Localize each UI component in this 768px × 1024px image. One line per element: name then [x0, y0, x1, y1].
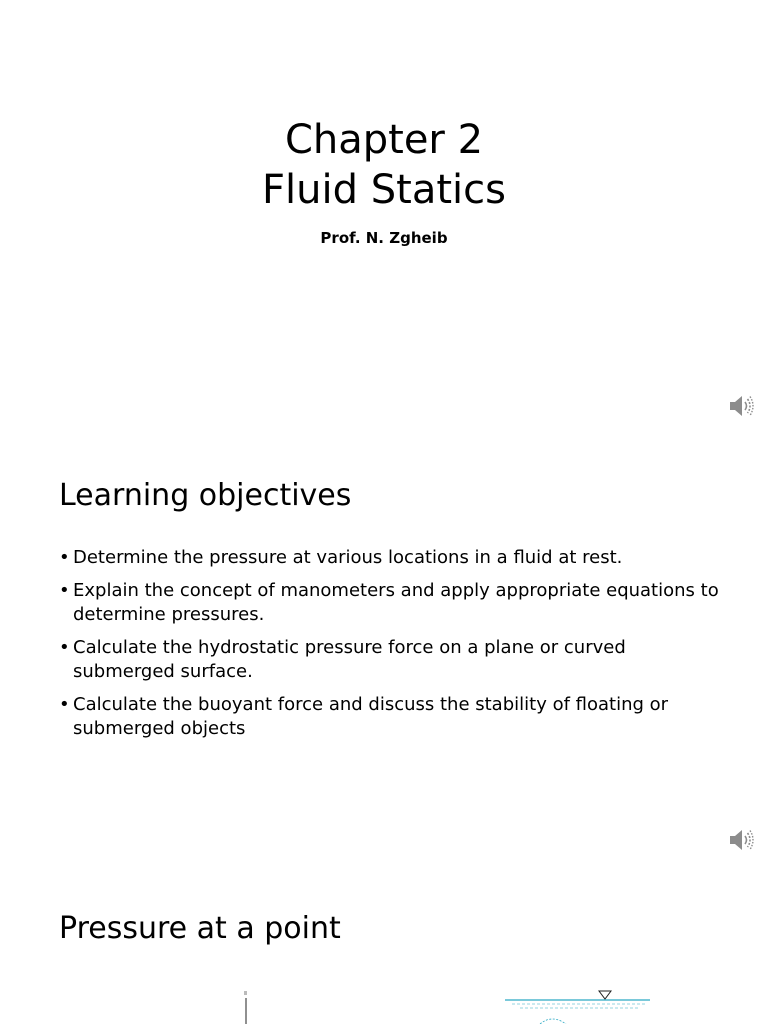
- list-item-text: Determine the pressure at various locations in a fluid at rest.: [73, 547, 623, 568]
- list-item: [59, 579, 719, 627]
- bullet-glyph: •: [59, 580, 70, 601]
- list-item-text: Explain the concept of manometers and apply appropriate equations to determine pressures.: [73, 580, 719, 625]
- author-name: Prof. N. Zgheib: [320, 229, 448, 247]
- bullet-glyph: •: [59, 694, 70, 715]
- slide-heading: Learning objectives: [59, 478, 352, 513]
- objectives-slide: [0, 433, 768, 866]
- list-item: [59, 693, 719, 741]
- pressure-diagram-right: [500, 986, 660, 1024]
- title-slide: [0, 0, 768, 433]
- speaker-icon[interactable]: [727, 826, 755, 854]
- speaker-icon[interactable]: [727, 392, 755, 420]
- chapter-title: Chapter 2: [284, 117, 484, 163]
- pressure-slide: [0, 866, 768, 1024]
- pressure-diagram-left: [236, 990, 256, 1024]
- list-item-text: Calculate the buoyant force and discuss the stability of floating or submerged objects: [73, 694, 669, 739]
- list-item-text: Calculate the hydrostatic pressure force on a plane or curved submerged surface.: [73, 637, 626, 682]
- slide-heading: Pressure at a point: [59, 911, 341, 946]
- list-item: [59, 546, 719, 570]
- bullet-glyph: •: [59, 637, 70, 658]
- objectives-list: [59, 546, 719, 750]
- bullet-glyph: •: [59, 547, 70, 568]
- chapter-subtitle: Fluid Statics: [262, 167, 506, 213]
- list-item: [59, 636, 719, 684]
